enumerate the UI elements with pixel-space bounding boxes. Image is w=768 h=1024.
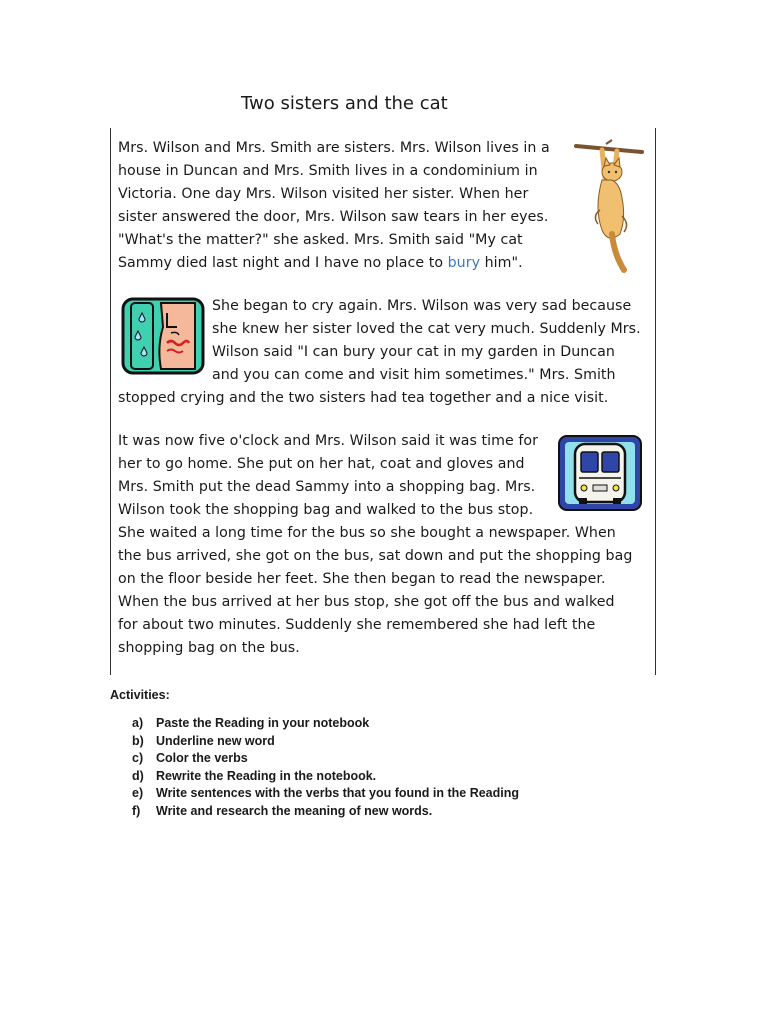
list-item — [132, 768, 519, 786]
cat-hanging-icon — [572, 138, 646, 274]
text-line: stopped crying and the two sisters had tea together and a nice visit. — [118, 390, 609, 406]
text-line: shopping bag on the bus. — [118, 640, 300, 656]
list-item — [132, 715, 519, 733]
list-marker: b) — [132, 733, 144, 748]
text-line — [118, 252, 550, 275]
text-line: It was now five o'clock and Mrs. Wilson said it was time for — [118, 433, 539, 449]
list-item — [132, 750, 519, 768]
list-item-text: Underline new word — [156, 733, 275, 748]
text-line: sister answered the door, Mrs. Wilson saw tears in her eyes. — [118, 209, 549, 225]
text-line: her to go home. She put on her hat, coat and gloves and — [118, 456, 525, 472]
text-line: When the bus arrived at her bus stop, she got off the bus and walked — [118, 594, 615, 610]
text-line: She began to cry again. Mrs. Wilson was very sad because — [212, 298, 632, 314]
text-line: Mrs. Wilson and Mrs. Smith are sisters. Mrs. Wilson lives in a — [118, 140, 550, 156]
paragraph-1 — [118, 137, 550, 275]
list-marker: d) — [132, 768, 144, 783]
activities-list — [132, 715, 519, 820]
text-line: Wilson took the shopping bag and walked to the bus stop. — [118, 502, 534, 518]
paragraph-3 — [118, 430, 632, 660]
text-line: house in Duncan and Mrs. Smith lives in a condominium in — [118, 163, 538, 179]
text-segment: Sammy died last night and I have no place to — [118, 255, 448, 271]
text-segment: him". — [480, 255, 523, 271]
list-item-text: Rewrite the Reading in the notebook. — [156, 768, 377, 783]
list-marker: c) — [132, 751, 144, 765]
list-item-text: Color the verbs — [156, 751, 248, 765]
highlighted-word: bury — [447, 255, 481, 271]
text-line: she knew her sister loved the cat very much. Suddenly Mrs. — [212, 321, 641, 337]
list-item — [132, 733, 519, 751]
list-item — [132, 785, 519, 803]
text-line: for about two minutes. Suddenly she remembered she had left the — [118, 617, 596, 633]
text-line: Mrs. Smith put the dead Sammy into a shopping bag. Mrs. — [118, 479, 536, 495]
text-line: Victoria. One day Mrs. Wilson visited her sister. When her — [118, 186, 529, 202]
list-item-text: Paste the Reading in your notebook — [156, 716, 370, 730]
activities-heading: Activities: — [110, 688, 170, 702]
text-line: and you can come and visit him sometimes." Mrs. Smith — [212, 367, 616, 383]
list-item-text: Write and research the meaning of new words. — [156, 803, 433, 818]
list-marker: f) — [132, 803, 141, 818]
list-marker: e) — [132, 786, 144, 800]
text-line: Wilson said "I can bury your cat in my garden in Duncan — [212, 344, 615, 360]
crying-face-icon — [121, 297, 205, 375]
text-line: "What's the matter?" she asked. Mrs. Smith said "My cat — [118, 232, 523, 248]
list-item — [132, 803, 519, 821]
bus-icon — [557, 434, 643, 512]
page-title: Two sisters and the cat — [241, 93, 448, 114]
text-line: She waited a long time for the bus so she bought a newspaper. When — [118, 525, 616, 541]
list-marker: a) — [132, 716, 144, 730]
text-line: the bus arrived, she got on the bus, sat down and put the shopping bag — [118, 548, 633, 564]
list-item-text: Write sentences with the verbs that you found in the Reading — [156, 786, 520, 800]
text-line: on the floor beside her feet. She then began to read the newspaper. — [118, 571, 606, 587]
